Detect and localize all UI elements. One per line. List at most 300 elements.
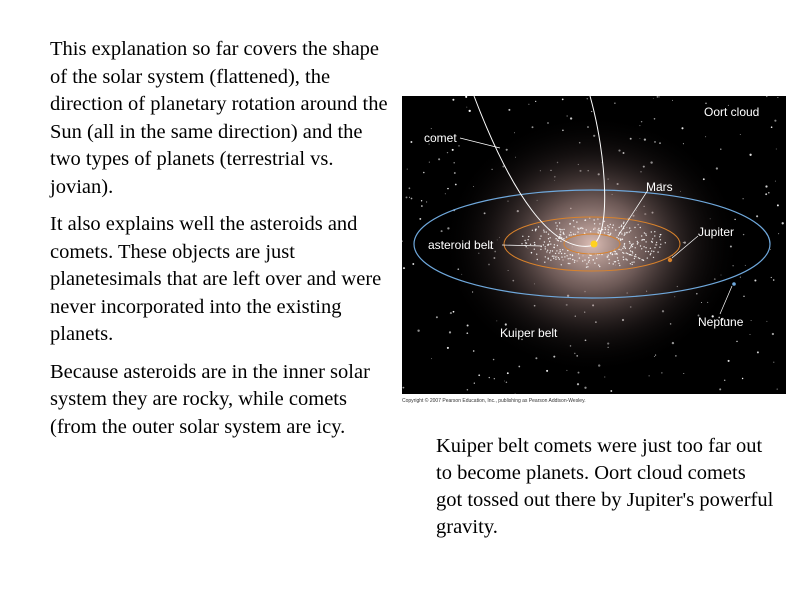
star <box>742 378 743 379</box>
asteroid <box>618 263 619 264</box>
star <box>431 358 432 359</box>
asteroid <box>561 253 562 254</box>
asteroid <box>618 249 619 250</box>
asteroid <box>579 257 580 258</box>
asteroid <box>567 250 568 251</box>
star <box>406 196 408 198</box>
asteroid <box>634 227 635 228</box>
asteroid <box>560 251 561 252</box>
right-text-column <box>436 433 776 541</box>
neptune-label: Neptune <box>698 315 744 329</box>
asteroid <box>586 263 587 264</box>
asteroid <box>543 244 544 245</box>
asteroid <box>654 247 655 248</box>
star <box>436 316 438 318</box>
asteroid <box>643 260 644 261</box>
asteroid <box>622 248 623 249</box>
asteroid <box>627 253 628 254</box>
asteroid <box>637 243 638 244</box>
asteroid <box>623 223 624 224</box>
star <box>429 162 430 163</box>
asteroid <box>637 242 638 243</box>
asteroid <box>651 250 652 251</box>
asteroid <box>621 225 622 226</box>
asteroid <box>573 220 574 221</box>
star <box>765 193 767 195</box>
star <box>765 185 767 187</box>
sun-icon <box>591 241 598 248</box>
star <box>771 277 772 278</box>
asteroid <box>574 260 575 261</box>
asteroid <box>561 264 562 265</box>
asteroid <box>607 225 608 226</box>
asteroid <box>631 245 632 246</box>
asteroid <box>624 244 625 245</box>
asteroid <box>653 257 654 258</box>
asteroid <box>608 232 609 233</box>
comet-label: comet <box>424 131 457 145</box>
star <box>417 330 419 332</box>
asteroid <box>625 258 626 259</box>
star <box>736 341 737 342</box>
asteroid <box>630 246 631 247</box>
star <box>493 359 495 361</box>
asteroid <box>540 235 541 236</box>
star <box>454 172 456 174</box>
asteroid <box>587 266 588 267</box>
asteroid <box>599 223 600 224</box>
star <box>453 311 455 313</box>
asteroid <box>578 229 579 230</box>
star <box>421 200 422 201</box>
star <box>610 390 612 392</box>
asteroid <box>562 249 563 250</box>
star <box>681 127 683 129</box>
asteroid <box>632 251 633 252</box>
asteroid <box>557 245 558 246</box>
asteroid <box>563 238 564 239</box>
asteroid <box>522 236 523 237</box>
asteroid <box>608 229 609 230</box>
star <box>423 172 425 174</box>
asteroid <box>568 263 569 264</box>
star <box>562 99 564 101</box>
asteroid <box>524 240 525 241</box>
asteroid <box>610 234 611 235</box>
asteroid <box>656 242 657 243</box>
asteroid <box>639 258 640 259</box>
asteroid <box>560 229 561 230</box>
asteroid <box>537 259 538 260</box>
star <box>409 197 410 198</box>
asteroid <box>563 232 564 233</box>
paragraph-solar-system-shape: This explanation so far covers the shape of the solar system (flattened), the direction of planetary rotation around the Sun (all in the same direction) and the two types of planets (terrestrial vs. jovian). <box>50 38 388 198</box>
asteroid <box>547 250 548 251</box>
star <box>478 374 480 376</box>
asteroid <box>623 253 624 254</box>
asteroid-belt-label: asteroid belt <box>428 238 494 252</box>
asteroid <box>598 228 599 229</box>
asteroid <box>619 265 620 266</box>
asteroid <box>608 255 609 256</box>
asteroid <box>589 260 590 261</box>
asteroid <box>645 241 646 242</box>
asteroid <box>554 244 555 245</box>
star <box>778 233 779 234</box>
asteroid <box>555 256 556 257</box>
star <box>441 230 443 232</box>
asteroid <box>607 256 608 257</box>
star <box>770 249 771 250</box>
asteroid <box>613 263 614 264</box>
star <box>489 377 490 378</box>
asteroid <box>640 227 641 228</box>
asteroid <box>550 243 551 244</box>
asteroid <box>650 248 651 249</box>
star <box>504 381 505 382</box>
asteroid <box>650 253 651 254</box>
asteroid <box>534 249 535 250</box>
asteroid <box>586 229 587 230</box>
star <box>467 389 469 391</box>
asteroid <box>621 233 622 234</box>
asteroid <box>620 249 621 250</box>
asteroid <box>582 228 583 229</box>
asteroid <box>651 231 652 232</box>
asteroid <box>616 254 617 255</box>
star <box>658 96 659 97</box>
asteroid <box>624 246 625 247</box>
star <box>411 198 413 200</box>
asteroid <box>546 251 547 252</box>
asteroid <box>659 247 660 248</box>
star <box>751 320 752 321</box>
asteroid <box>554 247 555 248</box>
asteroid <box>559 249 560 250</box>
asteroid <box>545 248 546 249</box>
asteroid <box>645 233 646 234</box>
asteroid <box>610 253 611 254</box>
asteroid <box>582 260 583 261</box>
star <box>775 181 776 182</box>
solar-system-diagram <box>402 96 786 394</box>
star <box>409 187 411 189</box>
asteroid <box>608 259 609 260</box>
star <box>672 100 673 101</box>
star <box>724 380 725 381</box>
asteroid <box>581 227 582 228</box>
asteroid <box>629 241 630 242</box>
star <box>705 136 706 137</box>
star <box>528 104 529 105</box>
asteroid <box>635 256 636 257</box>
asteroid <box>569 258 570 259</box>
asteroid <box>604 227 605 228</box>
asteroid <box>572 259 573 260</box>
asteroid <box>545 256 546 257</box>
asteroid <box>629 231 630 232</box>
asteroid <box>598 264 599 265</box>
star <box>749 154 751 156</box>
star <box>438 158 440 160</box>
star <box>728 360 730 362</box>
star <box>777 388 778 389</box>
asteroid <box>558 257 559 258</box>
asteroid <box>526 243 527 244</box>
asteroid <box>638 257 639 258</box>
asteroid <box>621 226 622 227</box>
asteroid <box>527 239 528 240</box>
asteroid <box>615 251 616 252</box>
asteroid <box>577 231 578 232</box>
asteroid <box>560 241 561 242</box>
asteroid <box>624 234 625 235</box>
asteroid <box>566 255 567 256</box>
star <box>719 388 721 390</box>
asteroid <box>620 239 621 240</box>
star <box>469 110 471 112</box>
asteroid <box>535 229 536 230</box>
asteroid <box>626 259 627 260</box>
asteroid <box>534 242 535 243</box>
asteroid <box>646 235 647 236</box>
neptune-planet-icon <box>732 282 736 286</box>
star <box>473 350 475 352</box>
asteroid <box>531 252 532 253</box>
asteroid <box>630 263 631 264</box>
asteroid <box>559 222 560 223</box>
star <box>452 99 454 101</box>
star <box>776 149 777 150</box>
star <box>768 192 770 194</box>
asteroid <box>575 234 576 235</box>
asteroid <box>538 226 539 227</box>
star <box>773 362 774 363</box>
asteroid <box>569 223 570 224</box>
star <box>506 381 508 383</box>
jupiter-planet-icon <box>668 258 672 262</box>
asteroid <box>651 241 652 242</box>
asteroid <box>564 253 565 254</box>
star <box>535 101 536 102</box>
asteroid <box>588 261 589 262</box>
asteroid <box>633 261 634 262</box>
asteroid <box>647 257 648 258</box>
asteroid <box>566 236 567 237</box>
asteroid <box>635 254 636 255</box>
asteroid <box>557 225 558 226</box>
star <box>756 215 758 217</box>
asteroid <box>612 227 613 228</box>
asteroid <box>634 258 635 259</box>
asteroid <box>632 252 633 253</box>
star <box>403 267 405 269</box>
asteroid <box>555 253 556 254</box>
asteroid <box>553 258 554 259</box>
asteroid <box>623 222 624 223</box>
asteroid <box>601 254 602 255</box>
star <box>507 372 509 374</box>
star <box>431 128 432 129</box>
asteroid <box>644 232 645 233</box>
asteroid <box>641 248 642 249</box>
asteroid <box>629 254 630 255</box>
asteroid <box>544 231 545 232</box>
asteroid <box>548 238 549 239</box>
asteroid <box>610 233 611 234</box>
asteroid <box>618 260 619 261</box>
asteroid <box>624 232 625 233</box>
asteroid <box>550 250 551 251</box>
asteroid <box>616 237 617 238</box>
asteroid <box>557 239 558 240</box>
kuiper-belt-label: Kuiper belt <box>500 326 558 340</box>
star <box>447 152 448 153</box>
asteroid <box>570 232 571 233</box>
asteroid <box>555 222 556 223</box>
asteroid <box>550 237 551 238</box>
star <box>683 373 684 374</box>
asteroid <box>544 262 545 263</box>
asteroid <box>559 234 560 235</box>
star <box>421 205 423 207</box>
asteroid <box>654 235 655 236</box>
asteroid <box>558 253 559 254</box>
paragraph-rocky-icy: Because asteroids are in the inner solar system they are rocky, while comets (from the outer solar system are icy. <box>50 360 370 438</box>
star <box>449 331 451 333</box>
asteroid <box>559 259 560 260</box>
asteroid <box>644 239 645 240</box>
asteroid <box>593 229 594 230</box>
asteroid <box>556 228 557 229</box>
asteroid <box>561 229 562 230</box>
asteroid <box>634 256 635 257</box>
asteroid <box>621 239 622 240</box>
star <box>757 351 759 353</box>
asteroid <box>617 257 618 258</box>
oort-cloud-label: Oort cloud <box>704 105 760 119</box>
asteroid <box>623 256 624 257</box>
asteroid <box>626 232 627 233</box>
asteroid <box>573 234 574 235</box>
asteroid <box>642 239 643 240</box>
left-text-column <box>50 36 390 451</box>
star <box>518 366 520 368</box>
asteroid <box>573 226 574 227</box>
star <box>458 145 459 146</box>
asteroid <box>552 256 553 257</box>
star <box>774 120 776 122</box>
star <box>705 103 707 105</box>
asteroid <box>626 252 627 253</box>
asteroid <box>635 247 636 248</box>
star <box>467 325 469 327</box>
asteroid <box>549 252 550 253</box>
asteroid <box>535 230 536 231</box>
star <box>587 98 588 99</box>
star <box>740 277 741 278</box>
star <box>772 333 774 335</box>
asteroid <box>660 244 661 245</box>
star <box>771 126 773 128</box>
asteroid <box>528 236 529 237</box>
asteroid <box>629 243 630 244</box>
asteroid <box>645 247 646 248</box>
asteroid <box>630 230 631 231</box>
asteroid <box>635 237 636 238</box>
star <box>743 198 744 199</box>
asteroid <box>643 246 644 247</box>
star <box>773 279 775 281</box>
asteroid <box>605 229 606 230</box>
asteroid <box>597 229 598 230</box>
star <box>614 103 615 104</box>
asteroid <box>599 266 600 267</box>
star <box>649 375 650 376</box>
asteroid <box>536 254 537 255</box>
asteroid <box>548 258 549 259</box>
asteroid <box>632 264 633 265</box>
asteroid <box>632 243 633 244</box>
jupiter-label: Jupiter <box>698 225 735 239</box>
star <box>410 141 412 143</box>
asteroid <box>572 255 573 256</box>
asteroid <box>613 224 614 225</box>
star <box>657 96 659 98</box>
star <box>426 201 427 202</box>
asteroid <box>612 254 613 255</box>
asteroid <box>569 234 570 235</box>
asteroid <box>550 260 551 261</box>
paragraph-kuiper-oort: Kuiper belt comets were just too far out to become planets. Oort cloud comets got tossed out there by Jupiter's powerful gravity. <box>436 435 774 538</box>
asteroid <box>631 262 632 263</box>
star <box>515 393 516 394</box>
asteroid <box>540 249 541 250</box>
asteroid <box>648 251 649 252</box>
asteroid <box>530 244 531 245</box>
asteroid <box>561 256 562 257</box>
asteroid <box>657 251 658 252</box>
asteroid <box>552 250 553 251</box>
asteroid <box>593 219 594 220</box>
asteroid <box>564 256 565 257</box>
asteroid <box>629 248 630 249</box>
asteroid <box>590 255 591 256</box>
asteroid <box>543 230 544 231</box>
asteroid <box>590 231 591 232</box>
star <box>577 383 579 385</box>
asteroid <box>629 227 630 228</box>
asteroid <box>548 244 549 245</box>
star <box>447 347 449 349</box>
asteroid <box>614 253 615 254</box>
asteroid <box>650 254 651 255</box>
asteroid <box>653 251 654 252</box>
star <box>455 184 457 186</box>
asteroid <box>624 243 625 244</box>
asteroid <box>615 261 616 262</box>
asteroid <box>584 259 585 260</box>
star <box>716 167 718 169</box>
asteroid <box>563 229 564 230</box>
asteroid <box>532 230 533 231</box>
asteroid <box>625 248 626 249</box>
asteroid <box>608 227 609 228</box>
star <box>766 321 767 322</box>
asteroid <box>654 231 655 232</box>
asteroid <box>570 234 571 235</box>
star <box>777 204 779 206</box>
